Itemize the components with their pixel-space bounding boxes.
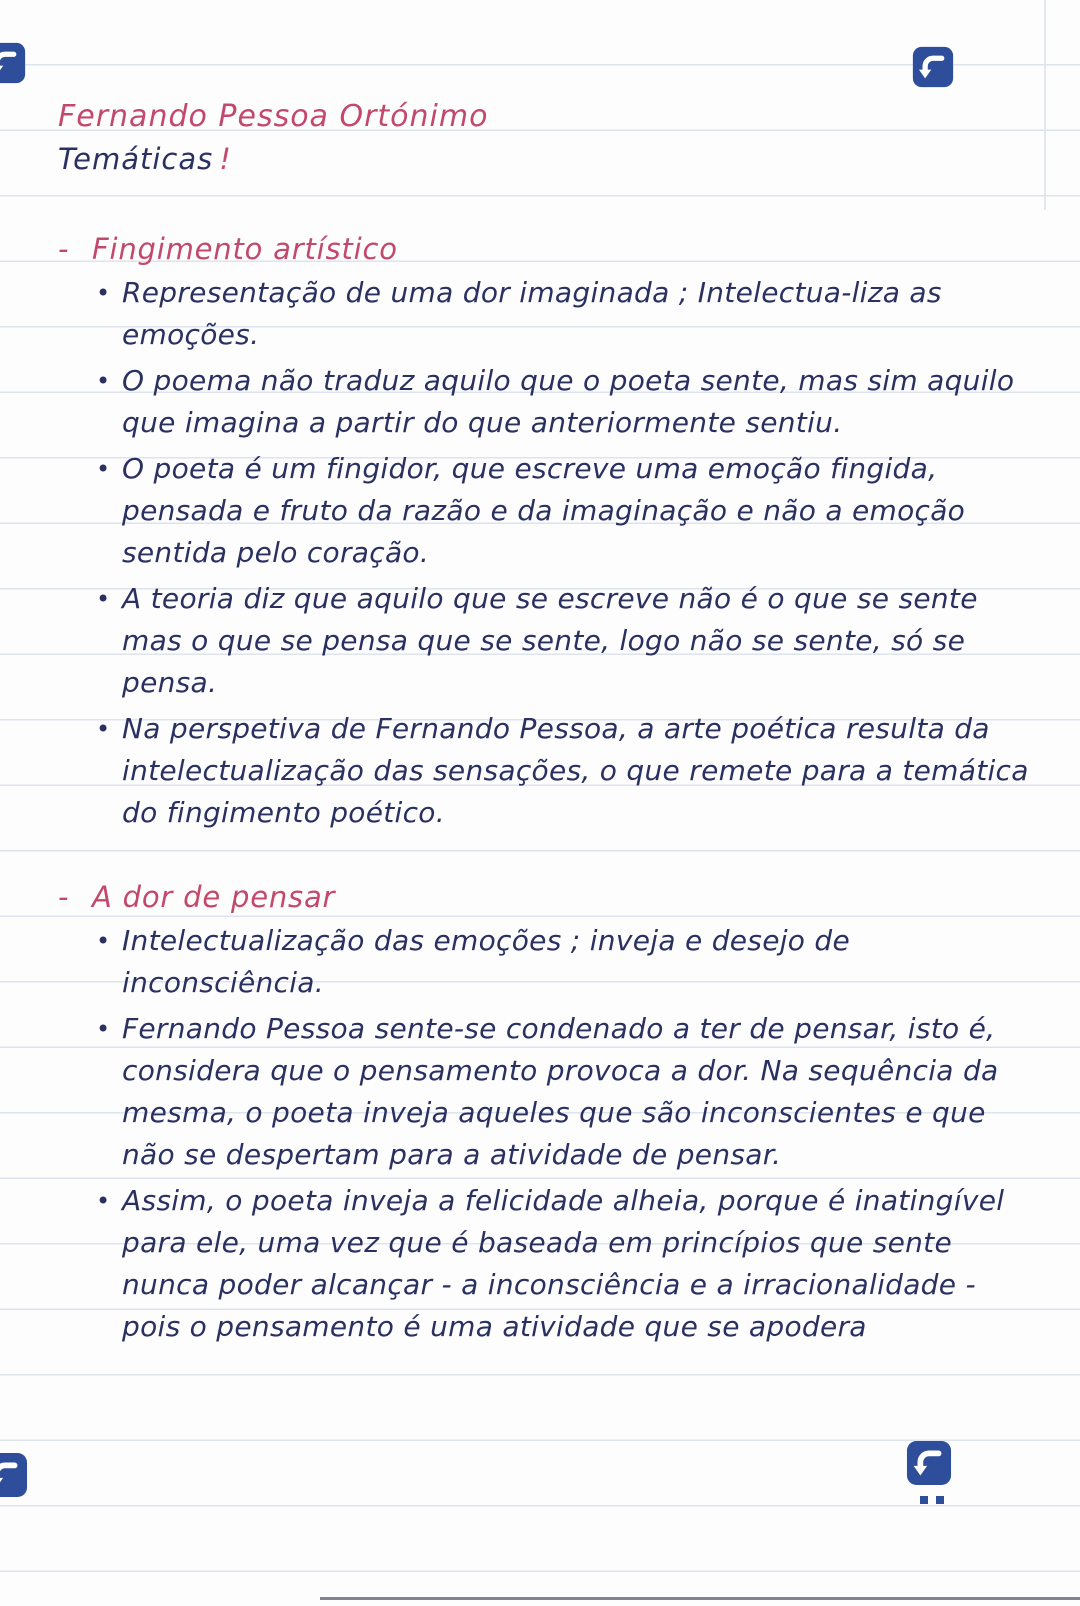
subtitle-text: Temáticas (58, 142, 214, 176)
note-bullet (96, 272, 1034, 356)
bullet-dot: • (96, 927, 111, 955)
page-subtitle (58, 138, 1034, 180)
bullet-text: Fernando Pessoa sente-se condenado a ter de pensar, isto é, considera que o pensamento provoca a dor. Na sequência da mesma, o poeta inveja aqueles que são inconscientes e que não se despertam para a atividade de pensar. (122, 1012, 999, 1171)
bullet-dot: • (96, 715, 111, 743)
bullet-text: Representação de uma dor imaginada ; Intelectua-liza as emoções. (122, 276, 942, 351)
bullet-text: O poeta é um fingidor, que escreve uma emoção fingida, pensada e fruto da razão e da imaginação e não a emoção sentida pelo coração. (122, 452, 966, 569)
subtitle-exclamation: ! (219, 142, 232, 176)
note-bullet (96, 708, 1034, 834)
bullet-dot: • (96, 585, 111, 613)
heading-dash: - (58, 232, 70, 266)
bullet-dot: • (96, 1187, 111, 1215)
bullet-list (96, 920, 1034, 1348)
heading-label: A dor de pensar (92, 880, 336, 914)
bullet-text: Assim, o poeta inveja a felicidade alheia, porque é inatingível para ele, uma vez que é baseada em princípios que sente nunca poder alcançar - a inconsciência e a irracionalidade - pois o pensamento é uma atividade que se apodera (122, 1184, 1005, 1343)
section-fingimento-artistico (58, 228, 1034, 834)
section-a-dor-de-pensar (58, 876, 1034, 1348)
app-logo-dots (920, 1496, 944, 1504)
page-title: Fernando Pessoa Ortónimo (58, 99, 489, 134)
bullet-dot: • (96, 367, 111, 395)
app-logo-icon (906, 1440, 952, 1486)
note-bullet (96, 1180, 1034, 1348)
bullet-dot: • (96, 455, 111, 483)
note-bullet (96, 920, 1034, 1004)
page-bottom-line (320, 1597, 1080, 1600)
note-bullet (96, 360, 1034, 444)
heading-dash: - (58, 880, 70, 914)
bullet-list (96, 272, 1034, 834)
note-bullet (96, 1008, 1034, 1176)
note-bullet (96, 578, 1034, 704)
bullet-dot: • (96, 279, 111, 307)
section-heading (58, 876, 1034, 918)
bullet-text: Intelectualização das emoções ; inveja e desejo de inconsciência. (122, 924, 851, 999)
note-bullet (96, 448, 1034, 574)
bullet-text: A teoria diz que aquilo que se escreve não é o que se sente mas o que se pensa que se sente, logo não se sente, só se pensa. (122, 582, 978, 699)
bullet-text: Na perspetiva de Fernando Pessoa, a arte poética resulta da intelectualização das sensações, o que remete para a temática do fingimento poético. (122, 712, 1029, 829)
bullet-text: O poema não traduz aquilo que o poeta sente, mas sim aquilo que imagina a partir do que anteriormente sentiu. (122, 364, 1015, 439)
bullet-dot: • (96, 1015, 111, 1043)
section-heading (58, 228, 1034, 270)
heading-label: Fingimento artístico (92, 232, 398, 266)
app-logo-icon (0, 1452, 28, 1498)
